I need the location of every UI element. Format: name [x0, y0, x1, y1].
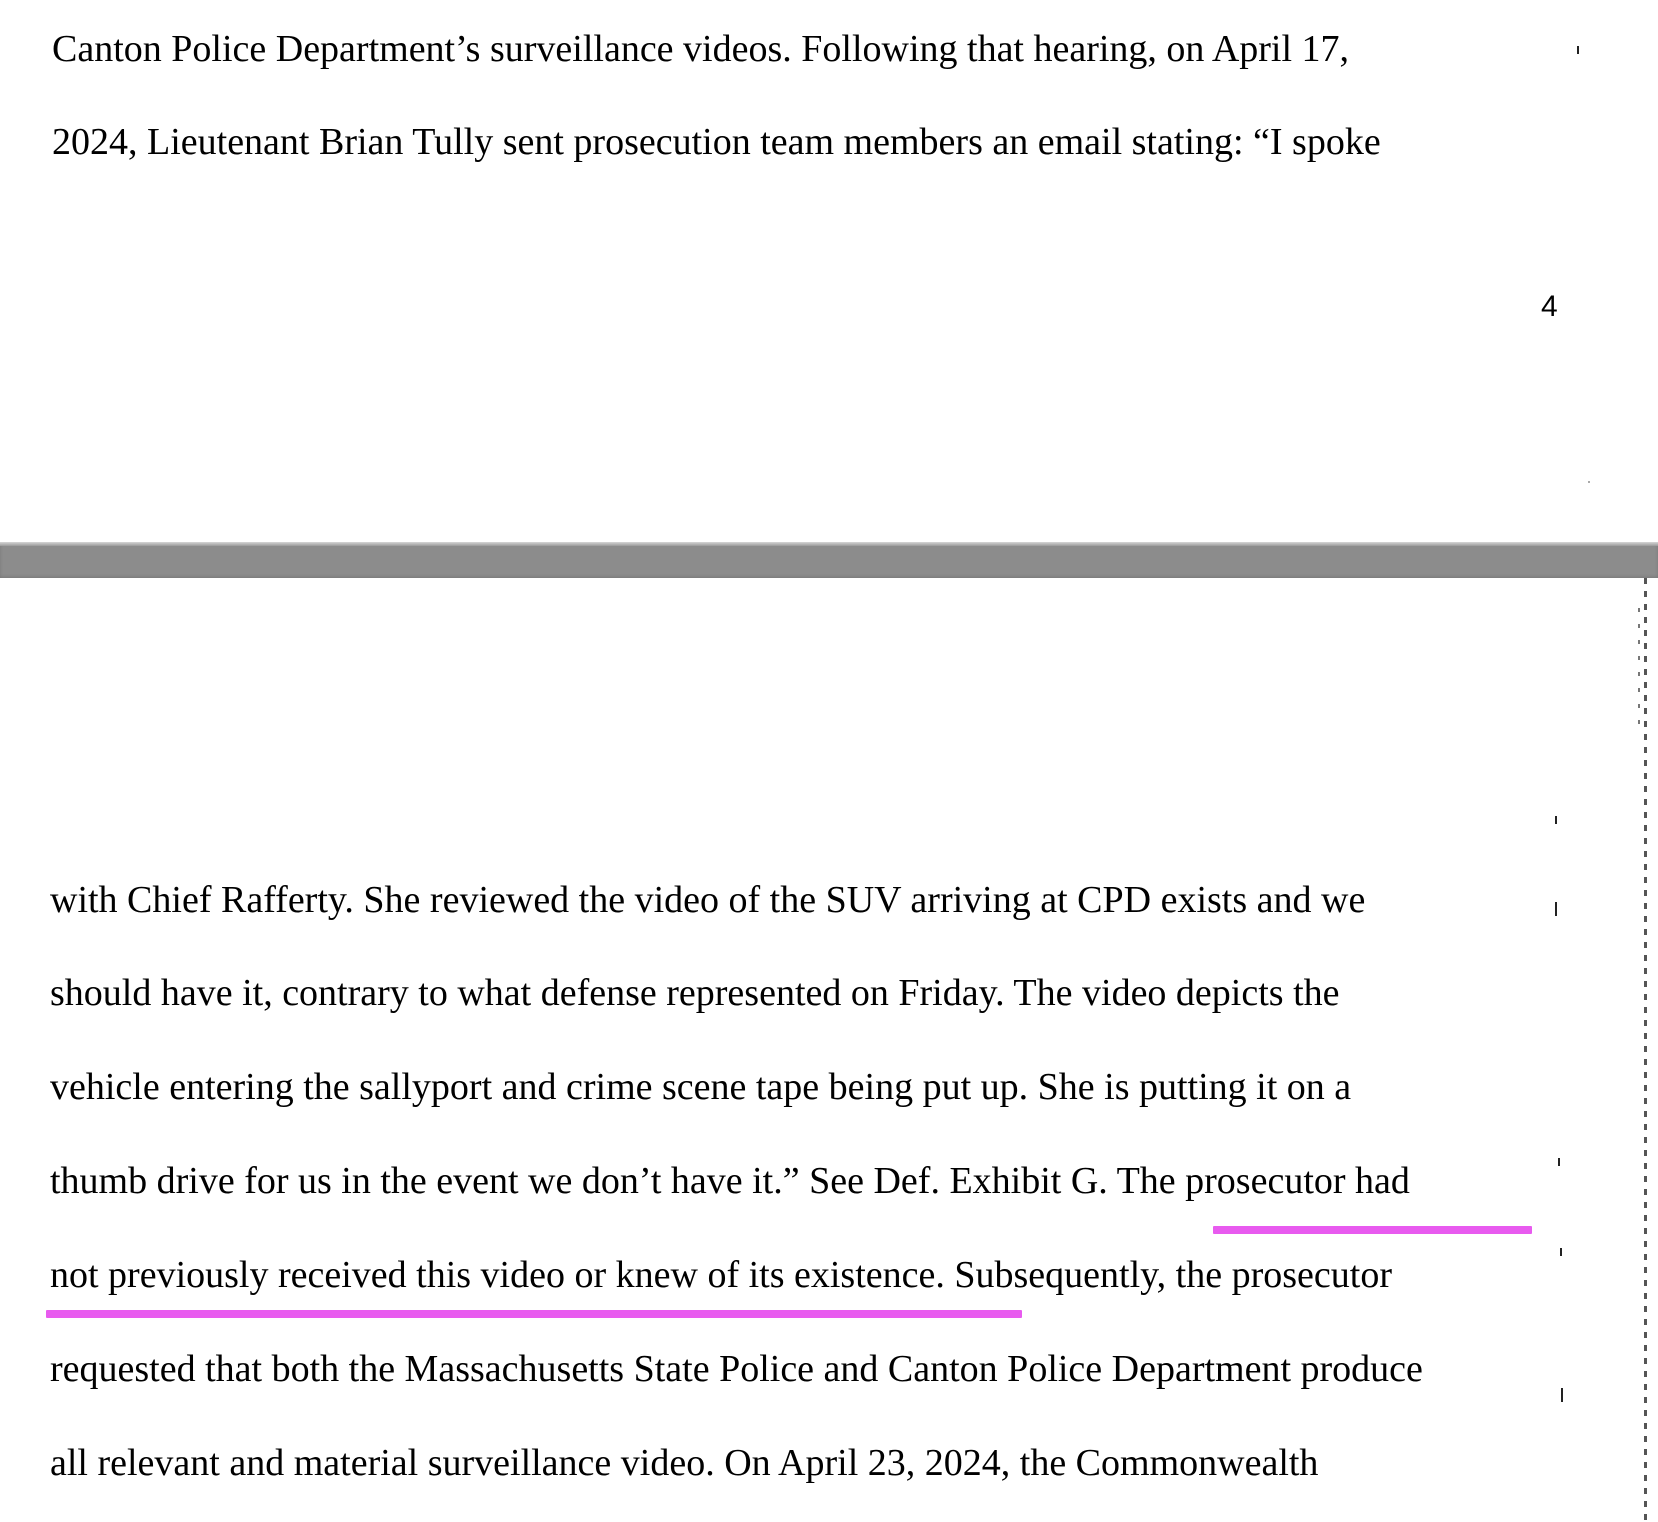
text-line: not previously received this video or knew of its existence. Subsequently, the prosecutor	[50, 1254, 1392, 1296]
highlight-underline[interactable]	[46, 1310, 1022, 1318]
scan-speck	[1555, 902, 1557, 916]
page-number: 4	[1541, 290, 1558, 323]
text-line: Canton Police Department’s surveillance videos. Following that hearing, on April 17,	[52, 28, 1350, 70]
scan-speck	[1555, 816, 1557, 824]
scan-speck	[1577, 46, 1579, 54]
scan-speck	[1561, 1388, 1563, 1402]
scan-speck	[1588, 481, 1590, 483]
scan-speck	[1558, 1158, 1560, 1166]
page-5	[0, 578, 1658, 1522]
text-line: requested that both the Massachusetts State Police and Canton Police Department produce	[50, 1348, 1423, 1390]
text-line: thumb drive for us in the event we don’t have it.” See Def. Exhibit G. The prosecutor had	[50, 1160, 1410, 1202]
scan-edge	[1644, 578, 1647, 1522]
scan-speck	[1560, 1248, 1562, 1256]
page-4	[0, 0, 1658, 542]
text-line: vehicle entering the sallyport and crime scene tape being put up. She is putting it on a	[50, 1066, 1352, 1108]
text-line: 2024, Lieutenant Brian Tully sent prosecution team members an email stating: “I spoke	[52, 121, 1381, 163]
text-line: with Chief Rafferty. She reviewed the video of the SUV arriving at CPD exists and we	[50, 879, 1366, 921]
scan-edge	[1638, 608, 1640, 728]
text-line: all relevant and material surveillance video. On April 23, 2024, the Commonwealth	[50, 1442, 1319, 1484]
highlight-underline[interactable]	[1213, 1226, 1532, 1234]
text-line: should have it, contrary to what defense represented on Friday. The video depicts the	[50, 972, 1340, 1014]
page-separator	[0, 542, 1658, 578]
